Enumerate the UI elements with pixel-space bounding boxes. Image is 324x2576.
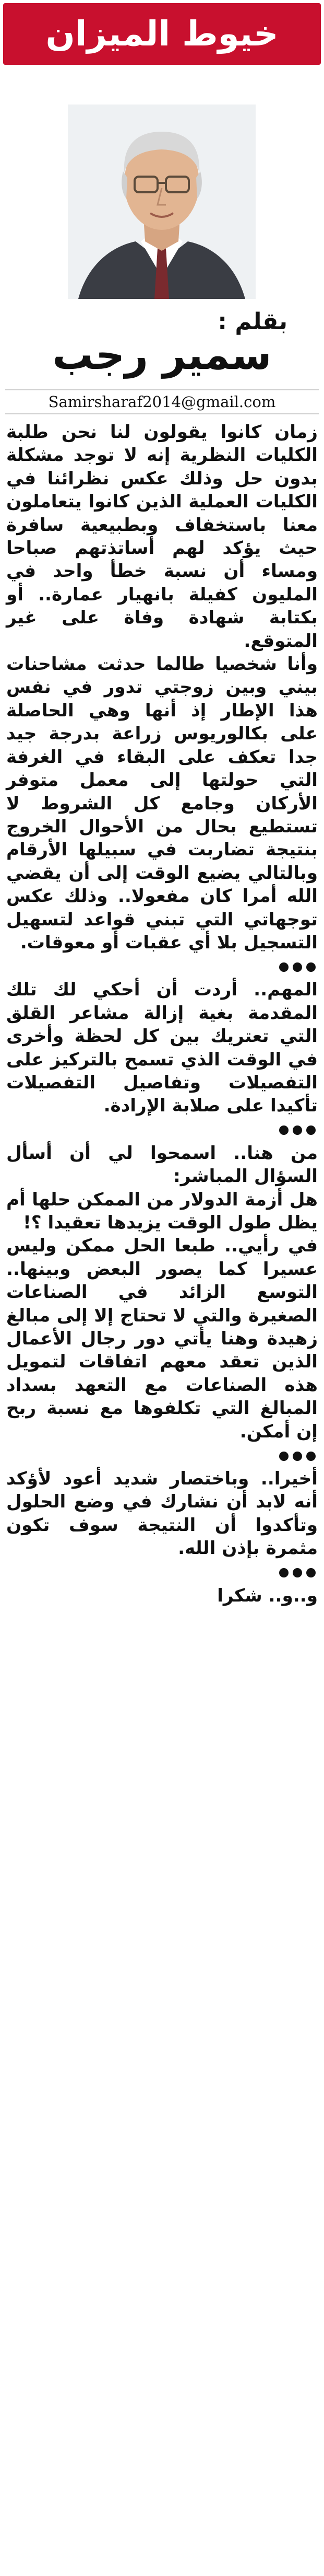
byline-label: بقلم :: [218, 308, 287, 335]
author-email: Samirsharaf2014@gmail.com: [5, 389, 319, 414]
article-signoff: و..و.. شكرا: [217, 1585, 318, 1606]
article-paragraph: أخيرا.. وباختصار شديد أعود لأؤكد أنه لابد أن نشارك في وضع الحلول وتأكدوا أن النتيجة سوف تكون مثمرة بإذن الله.: [6, 1468, 318, 1559]
section-separator: [6, 1119, 318, 1142]
section-separator: [6, 955, 318, 978]
section-separator: [6, 1444, 318, 1467]
article-paragraph: المهم.. أردت أن أحكي لك تلك المقدمة بغية إزالة مشاعر القلق التي تعتريك بين كل لحظة وأخرى في الوقت الذي تسمح بالتركيز على التفصيلات وتفاصيل التفصيلات تأكيدا على صلابة الإرادة.: [6, 979, 318, 1117]
section-separator: [6, 1561, 318, 1584]
article-paragraph: من هنا.. اسمحوا لي أن أسأل السؤال المباشر: هل أزمة الدولار من الممكن حلها أم يظل طول الوقت يزيدها تعقيدا ؟!: [6, 1142, 318, 1233]
column-title-banner: [3, 3, 321, 65]
article-body: [6, 421, 318, 1607]
column-title: خيوط الميزان: [45, 14, 279, 54]
article-paragraph: في رأيي.. طبعا الحل ممكن وليس عسيرا كما يصور البعض وبينها.. التوسع الزائد في الصناعات الصغيرة والتي لا تحتاج إلا إلى مبالغ زهيدة وهنا يأتي دور رجال الأعمال الذين تعقد معهم اتفاقات لتمويل هذه الصناعات مع التعهد بسداد المبالغ التي تكلفوها مع نسبة ربح إن أمكن.: [6, 1235, 318, 1442]
author-portrait: [68, 105, 256, 299]
article-paragraph: زمان كانوا يقولون لنا نحن طلبة الكليات النظرية إنه لا توجد مشكلة بدون حل وذلك عكس نظرائنا في الكليات العملية الذين كانوا يتعاملون معنا باستخفاف وبطبيعية سافرة حيث يؤكد لهم أساتذتهم صباحا ومساء أن نسبة خطأ واحد في المليون كفيلة بانهيار عمارة.. أو بكتابة شهادة وفاة على غير المتوقع.: [6, 422, 318, 652]
author-name: سمير رجب: [52, 332, 272, 379]
article-paragraph: وأنا شخصيا طالما حدثت مشاحنات بيني وبين زوجتي تدور في نفس هذا الإطار إذ أنها وهي الحاصلة على بكالوريوس زراعة بدرجة جيد جدا تعكف على البقاء في الغرفة التي حولتها إلى معمل متوفر الأركان وجامع كل الشروط لا تستطيع بحال من الأحوال الخروج بنتيجة تضاربت في سبيلها الأرقام وبالتالي يضيع الوقت إلى أن يقضي الله أمرا كان مفعولا.. وذلك عكس توجهاتي التي تبني قواعد لتسهيل التسجيل بلا أي عقبات أو معوقات.: [6, 654, 318, 953]
